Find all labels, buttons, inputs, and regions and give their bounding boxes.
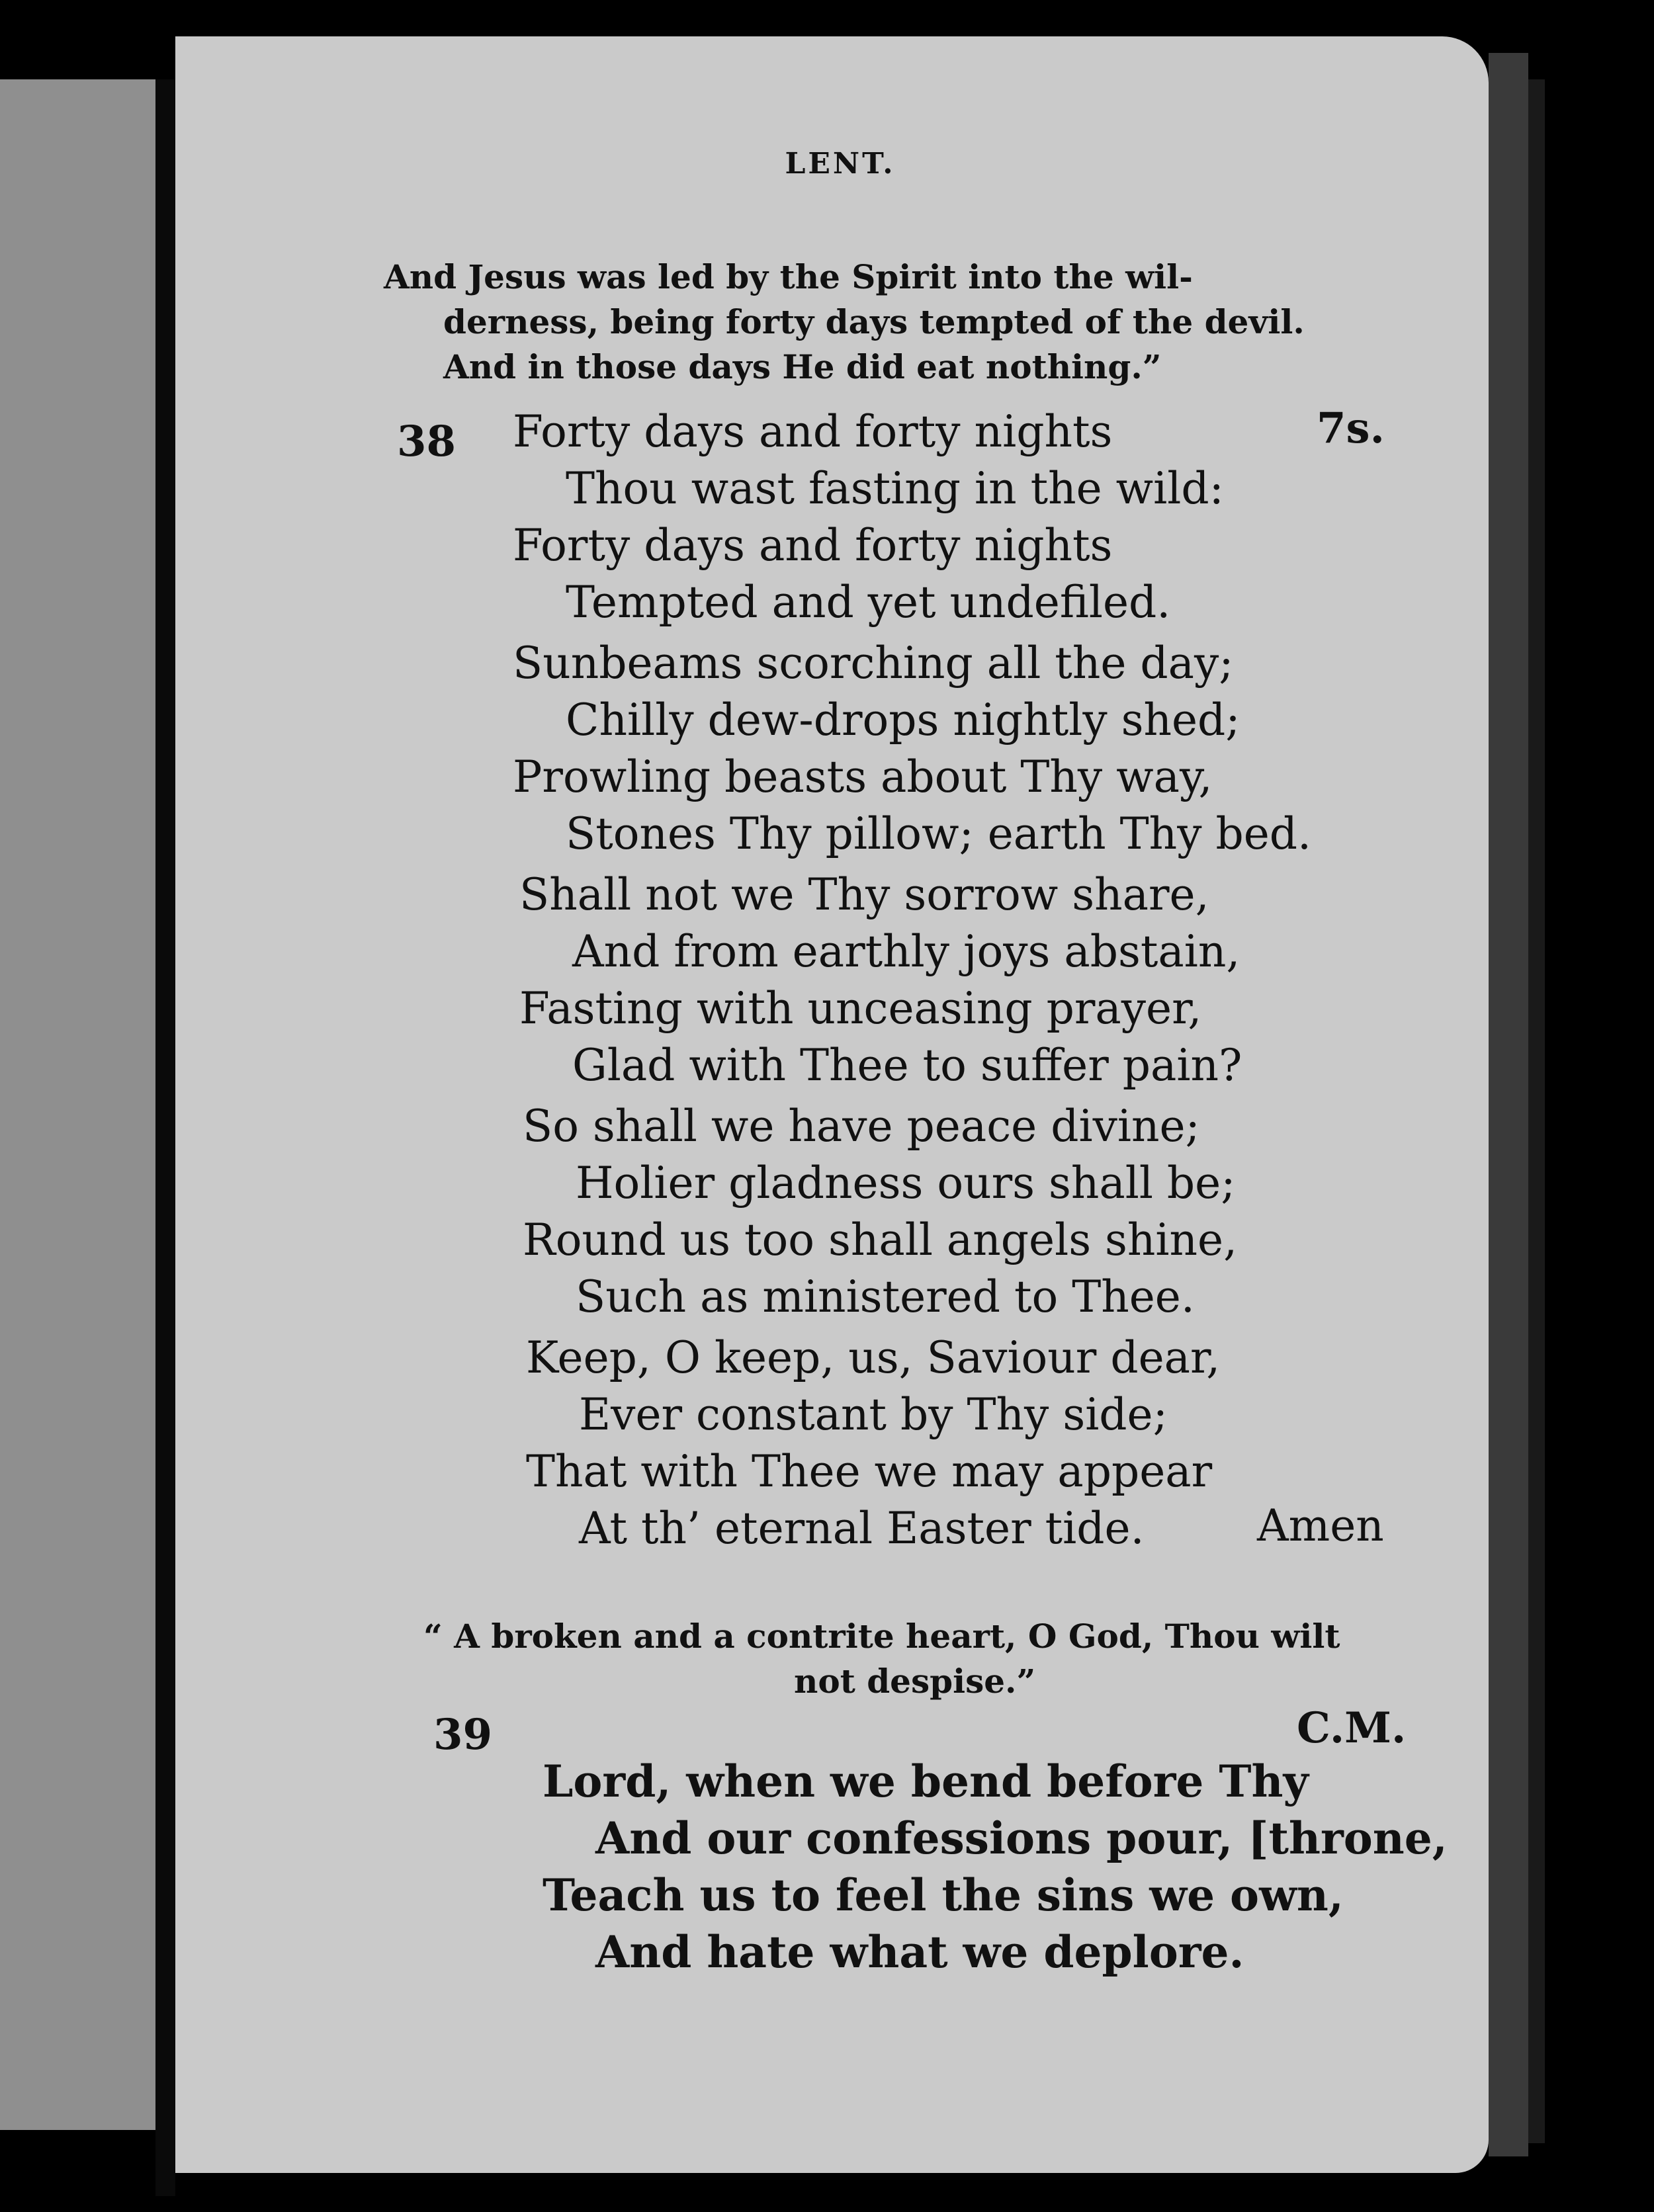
- verse-line: Prowling beasts about Thy way,: [513, 751, 1213, 802]
- verse-line: And hate what we deplore.: [595, 1926, 1244, 1978]
- verse-line: Fasting with unceasing prayer,: [519, 983, 1202, 1034]
- verse-line: Teach us to feel the sins we own,: [543, 1869, 1344, 1921]
- hymn-stanza: [543, 1753, 1448, 1980]
- verse-line: Chilly dew-drops nightly shed;: [566, 695, 1240, 745]
- verse-line: So shall we have peace divine;: [523, 1101, 1200, 1152]
- epigraph-line: And Jesus was led by the Spirit into the wil-: [384, 257, 1193, 296]
- verse-line: Glad with Thee to suffer pain?: [572, 1040, 1242, 1091]
- epigraph-line: “ A broken and a contrite heart, O God, Thou wilt: [423, 1617, 1340, 1656]
- book-cover-edge: [1528, 79, 1545, 2143]
- verse-line: Holier gladness ours shall be;: [576, 1158, 1236, 1209]
- verse-line: Sunbeams scorching all the day;: [513, 638, 1234, 689]
- verse-line: And from earthly joys abstain,: [572, 926, 1240, 977]
- hymn-meter: C.M.: [1297, 1703, 1407, 1753]
- verse-line: At th’ eternal Easter tide.: [579, 1503, 1145, 1554]
- hymn-stanza: [526, 1330, 1220, 1557]
- hymn-meter: 7s.: [1317, 404, 1385, 453]
- verse-line: Stones Thy pillow; earth Thy bed.: [566, 808, 1311, 859]
- hymn-number: 38: [397, 417, 457, 466]
- page-edges: [1489, 53, 1528, 2156]
- verse-line: Tempted and yet undefiled.: [566, 577, 1171, 628]
- epigraph-line: not despise.”: [794, 1662, 1036, 1701]
- verse-line: That with Thee we may appear: [526, 1446, 1213, 1497]
- hymn-number: 39: [433, 1710, 493, 1760]
- verse-line: Forty days and forty nights: [513, 520, 1113, 571]
- hymn-stanza: [513, 635, 1311, 863]
- verse-line: Forty days and forty nights: [513, 406, 1113, 457]
- epigraph-line: derness, being forty days tempted of the devil.: [443, 302, 1305, 341]
- epigraph-line: And in those days He did eat nothing.”: [443, 347, 1162, 386]
- amen: Amen: [1257, 1500, 1384, 1551]
- page-header: LENT.: [785, 147, 896, 181]
- book-gutter: [155, 79, 175, 2196]
- verse-line: And our confessions pour, [throne,: [595, 1812, 1448, 1864]
- epigraph-scripture: [384, 255, 1416, 390]
- verse-line: Keep, O keep, us, Saviour dear,: [526, 1332, 1221, 1383]
- verse-line: Such as ministered to Thee.: [576, 1271, 1195, 1322]
- hymn-stanza: [519, 867, 1242, 1094]
- verse-line: Round us too shall angels shine,: [523, 1214, 1238, 1265]
- epigraph-scripture: [384, 1614, 1416, 1704]
- facing-page-edge: [0, 79, 155, 2130]
- verse-line: Lord, when we bend before Thy: [543, 1756, 1309, 1807]
- verse-line: Ever constant by Thy side;: [579, 1389, 1168, 1440]
- hymn-stanza: [523, 1098, 1237, 1326]
- verse-line: Shall not we Thy sorrow share,: [519, 869, 1209, 920]
- hymn-stanza: [513, 404, 1224, 631]
- verse-line: Thou wast fasting in the wild:: [566, 463, 1224, 514]
